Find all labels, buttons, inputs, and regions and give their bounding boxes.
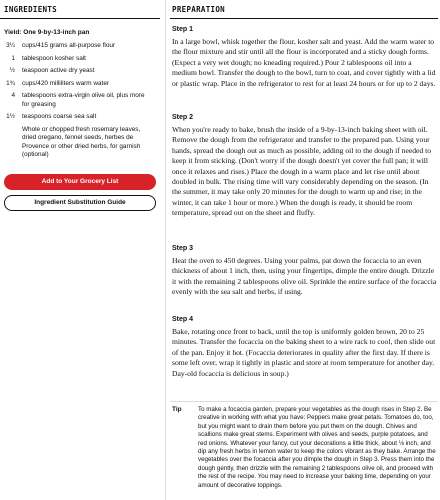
ingredient-name: tablespoon kosher salt [22,54,86,62]
step-title: Step 3 [172,245,194,252]
add-to-grocery-list-button[interactable]: Add to Your Grocery List [4,174,156,190]
step-text: Heat the oven to 450 degrees. Using your palms, pat down the focaccia to an even thickness of about 1 inch, then, using your fingertips, dimple the entire dough. Drizzle it with the remaining 2 tablespoons olive oil. Sprinkle the entire surface of the focaccia evenly with the sea salt and herbs, if using. [172,256,437,297]
recipe-tip [170,401,438,490]
ingredient-item [0,67,160,76]
ingredient-item [0,126,160,160]
step-text: Bake, rotating once front to back, until the top is uniformly golden brown, 20 to 25 minutes. Transfer the focaccia on the baking sheet to a wire rack to cool, then slide out of the pan. Enjoy it hot. (Focaccia deteriorates in quality after the first day. If there is some left over, wrap it tightly in plastic and store at room temperature for another day. Day-old focaccia is delicious in soup.) [172,327,436,378]
ingredient-name: teaspoon active dry yeast [22,67,95,74]
ingredient-quantity [0,126,22,160]
tip-text: To make a focaccia garden, prepare your vegetables as the dough rises in Step 2. Be creative in working with what you have: Peppers make great petals. Tomatoes do, too, but you might want to drain them before you put them on the dough. Chives and scallions make great stems. Experiment with olives and seeds, purple potatoes, and red onions. Whatever your fancy, cut your decorations a little thick, about ⅛ inch, and dip any fresh herbs in lemon water to keep the colors vibrant as they bake. Arrange the vegetables over the focaccia after you dimple the dough in Step 3. Press them into the dough gently, then drizzle with the remaining 2 tablespoons olive oil, and proceed with the rest of the recipe. You may need to increase your baking time, depending on your amount of decorative toppings. [198,406,436,489]
ingredient-name: teaspoons coarse sea salt [22,113,97,120]
step-4 [170,316,438,379]
ingredient-name: cups/420 milliliters warm water [22,79,110,87]
recipe-yield: Yield: One 9-by-13-inch pan [4,29,90,36]
ingredient-item [0,42,160,51]
ingredient-name: Whole or chopped fresh rosemary leaves, dried oregano, fennel seeds, herbes de Provence or other dried herbs, for garnish (optional) [22,125,141,158]
ingredient-name: tablespoons extra-virgin olive oil, plus more for greasing [22,92,145,108]
ingredients-panel [0,0,160,500]
ingredient-item [0,80,160,89]
step-text: When you're ready to bake, brush the inside of a 9-by-13-inch baking sheet with oil. Remove the dough from the refrigerator and transfer to the prepared pan. Using your hands, spread the dough out as much as possible, adding oil to the dough if needed to keep it from sticking. (Don't worry if the dough doesn't yet cover the full pan; it will once it relaxes and rises.) Place the dough in a warm place and let rise until about doubled in bulk. The rising time will vary considerably depending on the season. (In the summer, it may take only 20 minutes for the dough to warm up and rise; in the winter, it can take 1 hour or more.) When the dough is ready, it should be room temperature, spread out on the sheet and fluffy. [172,125,431,218]
ingredient-item [0,55,160,64]
preparation-panel [170,0,438,500]
ingredient-item [0,113,160,122]
step-title: Step 1 [172,26,194,33]
ingredient-item [0,92,160,109]
ingredient-quantity: ½ [9,67,15,74]
ingredient-quantity: 4 [11,92,15,99]
ingredient-list [0,36,160,160]
step-title: Step 4 [172,316,194,323]
column-divider [165,0,166,500]
ingredient-quantity: 1 [11,54,15,62]
step-title: Step 2 [172,114,194,121]
tip-label: Tip [172,406,182,413]
ingredient-quantity: 1½ [6,113,15,120]
ingredient-substitution-guide-button[interactable]: Ingredient Substitution Guide [4,195,156,211]
ingredient-name: cups/415 grams all-purpose flour [22,42,116,49]
step-text: In a large bowl, whisk together the flour, kosher salt and yeast. Add the warm water to the flour mixture and stir until all the flour is incorporated and a sticky dough forms. (Expect a very wet dough; no kneading required.) Pour 2 tablespoons oil into a medium bowl. Transfer the dough to the bowl, turn to coat, and cover tightly with a lid or plastic wrap. Place in the refrigerator to rest for at least 24 hours or for up to 2 days. [172,37,436,88]
ingredient-quantity: 3¼ [6,42,15,49]
ingredients-heading: INGREDIENTS [0,0,160,19]
ingredient-quantity: 1¾ [6,79,15,87]
preparation-heading: PREPARATION [170,0,438,19]
step-1 [170,26,438,89]
step-3 [170,245,438,298]
step-2 [170,114,438,219]
